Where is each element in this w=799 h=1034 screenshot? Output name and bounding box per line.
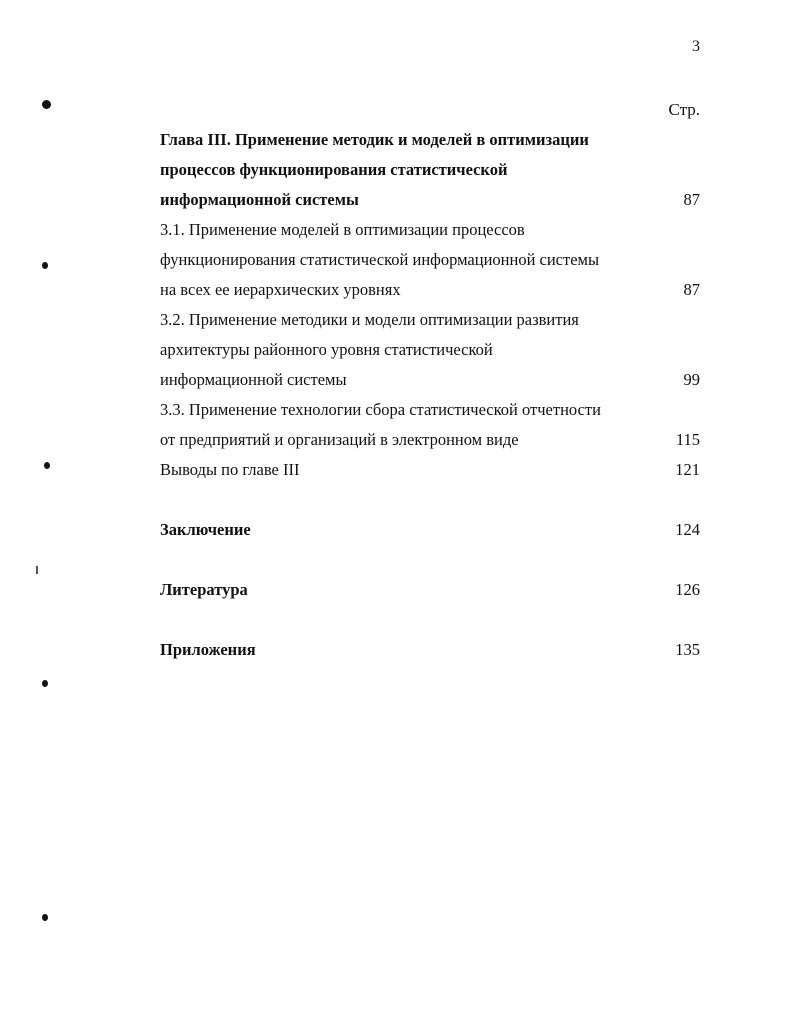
section-title-text: информационной системы xyxy=(160,370,347,389)
binder-hole-mark xyxy=(44,462,50,469)
section-page-number: 87 xyxy=(683,280,700,299)
table-of-contents xyxy=(160,125,700,665)
spacer xyxy=(160,545,700,575)
binder-hole-mark xyxy=(42,262,48,269)
back-matter-page-number: 124 xyxy=(675,520,700,539)
chapter-title-text: процессов функционирования статистической xyxy=(160,160,508,179)
section-title-text: функционирования статистической информационной системы xyxy=(160,250,600,269)
section-title-text: на всех ее иерархических уровнях xyxy=(160,280,401,299)
back-matter-label: Заключение xyxy=(160,520,251,539)
back-matter-label: Приложения xyxy=(160,640,256,659)
spacer xyxy=(160,485,700,515)
section-line xyxy=(160,365,700,395)
chapter-title-line xyxy=(160,155,700,185)
back-matter-page-number: 126 xyxy=(675,580,700,599)
section-line xyxy=(160,395,700,425)
section-line xyxy=(160,335,700,365)
section-title-text: архитектуры районного уровня статистической xyxy=(160,340,493,359)
chapter-title-line xyxy=(160,185,700,215)
section-title-text: 3.3. Применение технологии сбора статистической отчетности xyxy=(160,400,601,419)
binder-hole-mark xyxy=(42,914,48,921)
section-page-number: 121 xyxy=(675,460,700,479)
chapter-title-line xyxy=(160,125,700,155)
chapter-page-number: 87 xyxy=(683,190,700,209)
spacer xyxy=(160,605,700,635)
back-matter-page-number: 135 xyxy=(675,640,700,659)
section-title-text: 3.2. Применение методики и модели оптимизации развития xyxy=(160,310,579,329)
page-number: 3 xyxy=(692,38,700,55)
section-line xyxy=(160,305,700,335)
section-line xyxy=(160,275,700,305)
chapter-title-text: информационной системы xyxy=(160,190,359,209)
binder-hole-mark xyxy=(42,100,51,109)
back-matter-entry-appendices xyxy=(160,635,700,665)
section-line xyxy=(160,215,700,245)
page-column-header: Стр. xyxy=(668,100,700,119)
section-title-text: 3.1. Применение моделей в оптимизации процессов xyxy=(160,220,525,239)
section-line xyxy=(160,455,700,485)
section-title-text: Выводы по главе III xyxy=(160,460,300,479)
binder-hole-mark xyxy=(42,680,48,687)
back-matter-entry-conclusion xyxy=(160,515,700,545)
section-title-text: от предприятий и организаций в электронном виде xyxy=(160,430,519,449)
back-matter-label: Литература xyxy=(160,580,248,599)
section-page-number: 115 xyxy=(675,430,700,449)
section-page-number: 99 xyxy=(683,370,700,389)
section-line xyxy=(160,245,700,275)
back-matter-entry-literature xyxy=(160,575,700,605)
section-line xyxy=(160,425,700,455)
scan-speck xyxy=(36,566,38,574)
chapter-title-text: Глава III. Применение методик и моделей в оптимизации xyxy=(160,130,589,149)
